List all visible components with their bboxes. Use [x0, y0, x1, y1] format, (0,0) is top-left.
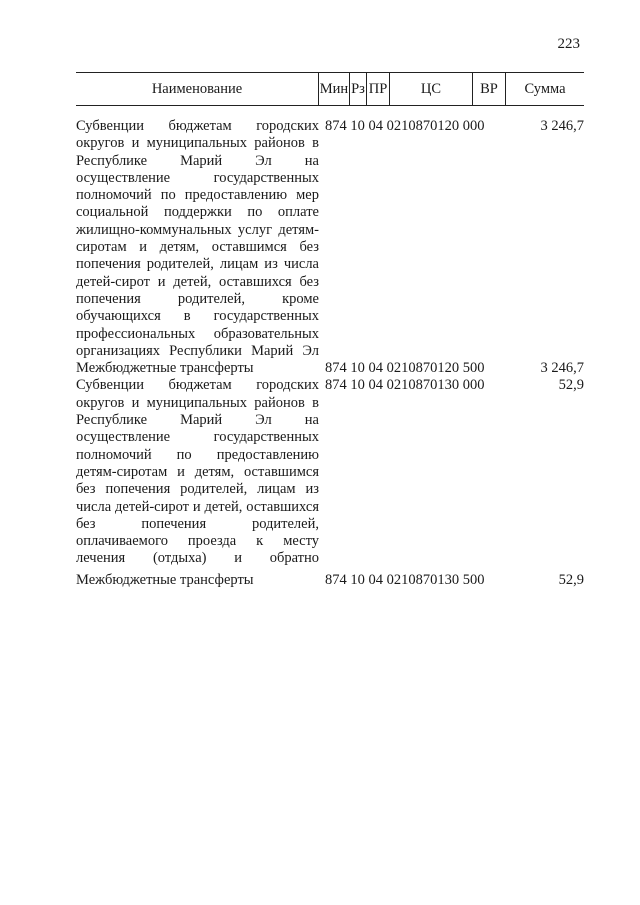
row-sum: 52,9 — [558, 377, 584, 394]
row-min: 874 — [325, 571, 347, 588]
row-name: Межбюджетные трансферты — [76, 360, 254, 377]
row-cs: 0210870130 — [386, 571, 460, 588]
table-header — [76, 72, 584, 106]
row-vr: 500 — [462, 571, 485, 588]
row-sum: 52,9 — [558, 571, 584, 588]
row-sum: 3 246,7 — [540, 360, 584, 377]
table-row — [76, 360, 584, 377]
row-codes — [325, 572, 485, 589]
header-name: Наименование — [151, 81, 243, 97]
table-row — [76, 377, 584, 567]
header-rz: Рз — [351, 81, 365, 97]
row-rz: 10 — [350, 118, 365, 134]
row-codes — [325, 377, 485, 394]
budget-table — [76, 72, 584, 589]
header-vr: ВР — [480, 81, 498, 97]
table-row — [76, 572, 584, 589]
row-sum: 3 246,7 — [540, 118, 584, 134]
row-min: 874 — [325, 118, 347, 134]
row-codes — [325, 118, 485, 135]
header-min: Мин — [319, 81, 349, 97]
table-row — [76, 118, 584, 360]
row-rz: 10 — [350, 360, 365, 377]
row-cs: 0210870130 — [386, 377, 460, 394]
row-cs: 0210870120 — [386, 118, 460, 134]
row-name: Субвенции бюджетам городских округов и муниципальных районов в Республике Марий Эл на осуществление государственных полномочий по предоставлению детям-сиротам и детям, оставшимся без попечения родителей, лицам из числа детей-сирот и детей, оставшихся без попечения родителей, оплачиваемого проезда к месту лечения (отдыха) и обратно — [76, 377, 319, 567]
row-name: Межбюджетные трансферты — [76, 571, 254, 588]
row-codes — [325, 360, 485, 377]
row-pr: 04 — [368, 360, 383, 377]
header-pr: ПР — [368, 81, 388, 97]
row-name: Субвенции бюджетам городских округов и муниципальных районов в Республике Марий Эл на осуществление государственных полномочий по предоставлению мер социальной поддержки по оплате жилищно-коммунальных услуг детям-сиротам и детям, оставшимся без попечения родителей, лицам из числа детей-сирот и детей, оставшихся без попечения родителей, кроме обучающихся в государственных профессиональных образовательных организациях Республики Марий Эл — [76, 118, 319, 359]
row-min: 874 — [325, 360, 347, 377]
row-rz: 10 — [350, 377, 365, 394]
row-rz: 10 — [350, 571, 365, 588]
row-vr: 500 — [462, 360, 485, 377]
row-vr: 000 — [462, 118, 485, 134]
header-cs: ЦС — [420, 81, 442, 97]
table-body — [76, 118, 584, 589]
header-sum: Сумма — [524, 81, 566, 97]
page-number: 223 — [557, 36, 580, 52]
row-min: 874 — [325, 377, 347, 394]
row-pr: 04 — [368, 118, 383, 134]
row-pr: 04 — [368, 571, 383, 588]
row-vr: 000 — [462, 377, 485, 394]
row-cs: 0210870120 — [386, 360, 460, 377]
row-pr: 04 — [368, 377, 383, 394]
